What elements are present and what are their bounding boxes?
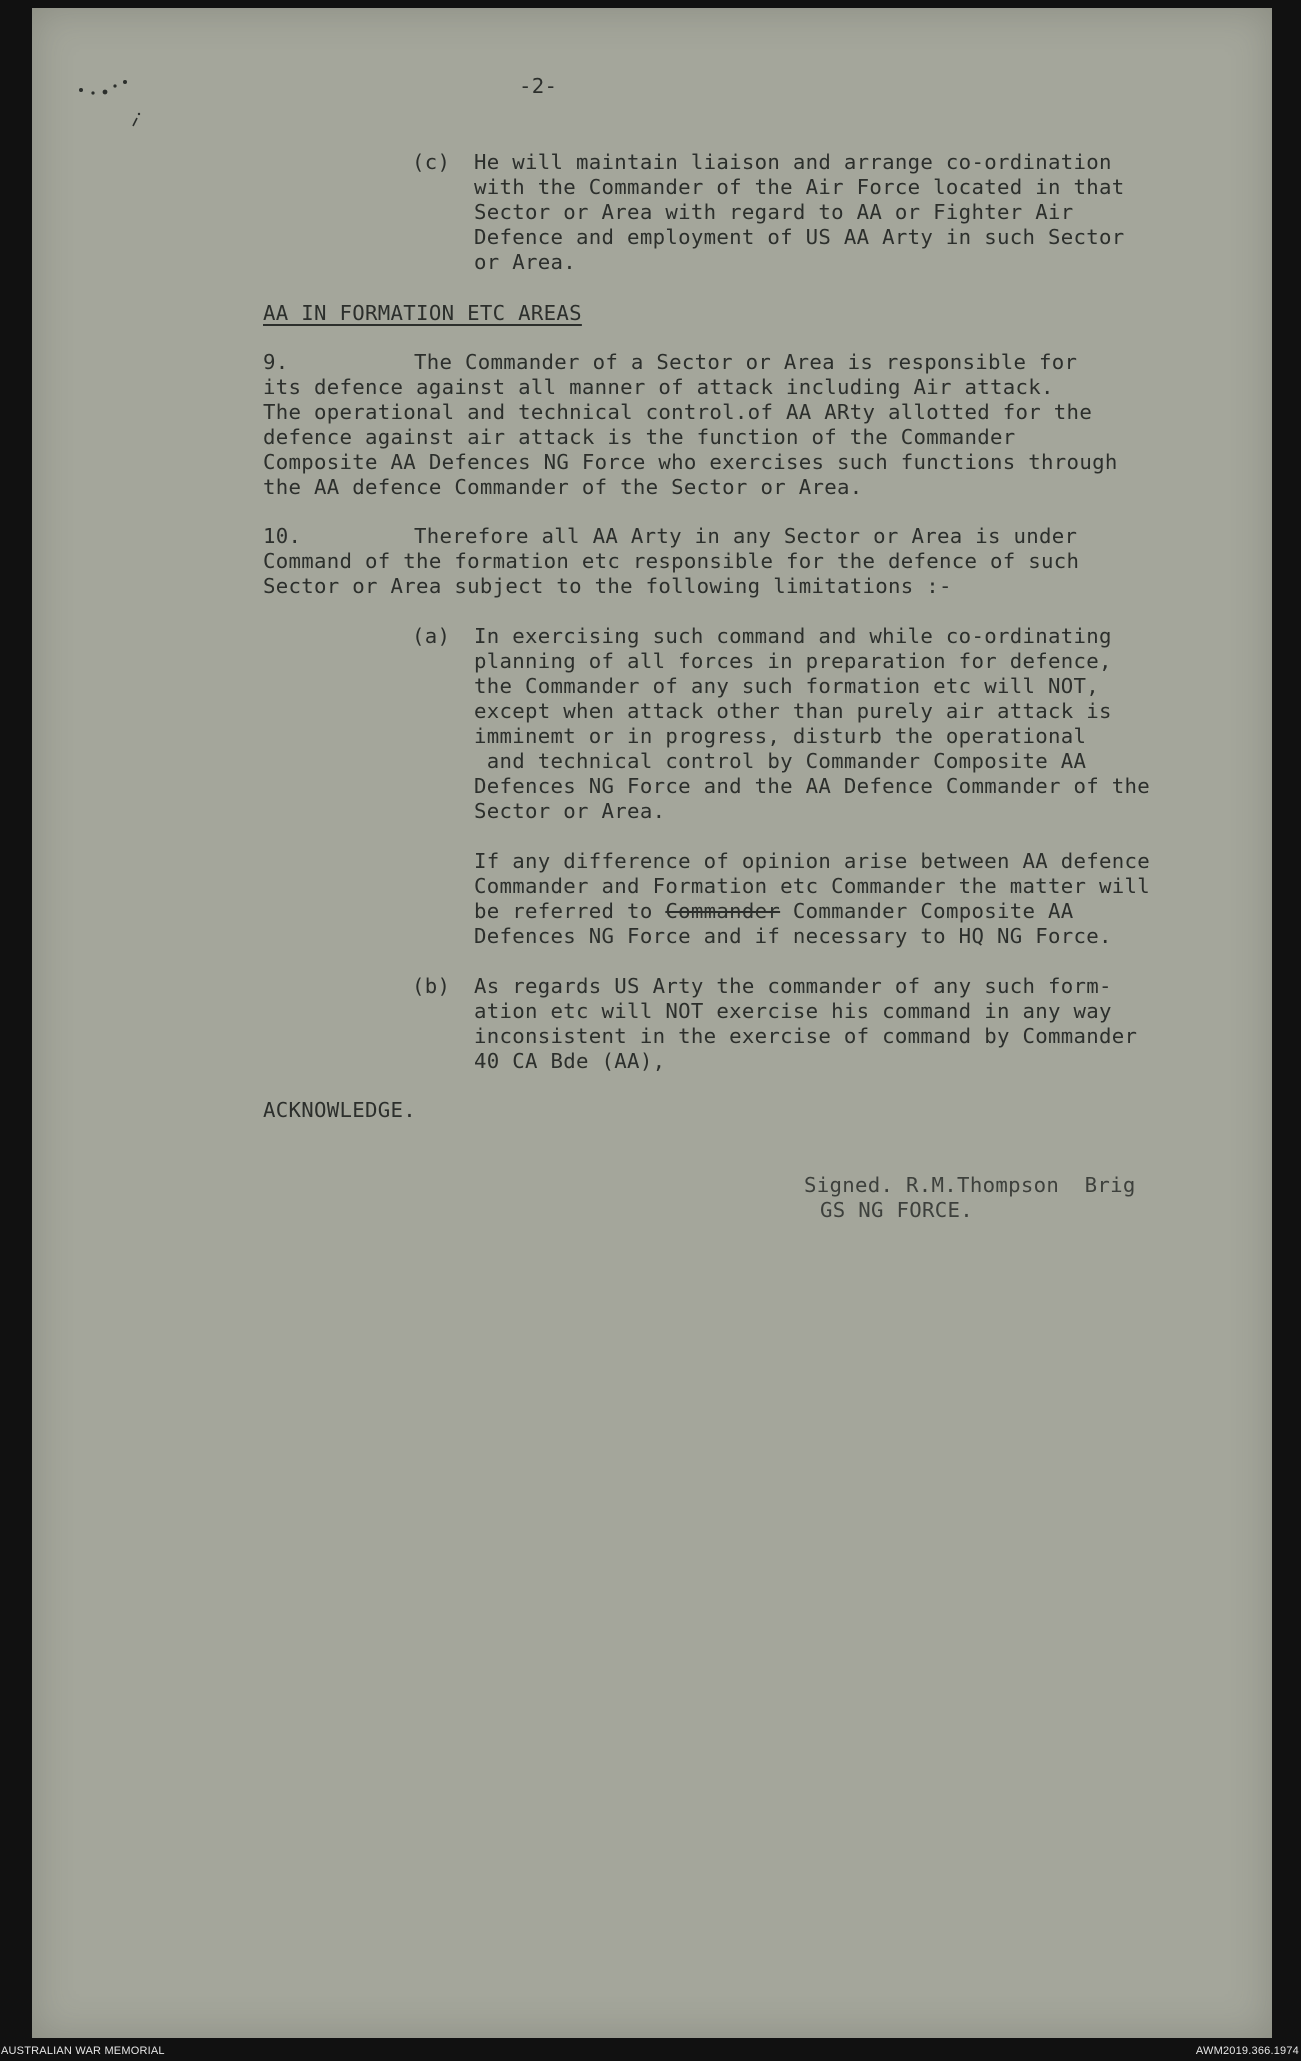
para-9-line: The operational and technical control.of AA ARty allotted for the (263, 400, 1093, 424)
para-a-line: the Commander of any such formation etc will NOT, (474, 674, 1099, 698)
signature-line: GS NG FORCE. (820, 1198, 974, 1222)
para-b-line: ation etc will NOT exercise his command in any way (474, 999, 1112, 1023)
para-c-label: (c) (412, 150, 451, 174)
para-a-cont-line: Commander and Formation etc Commander the matter will (474, 874, 1151, 898)
para-a-line: except when attack other than purely air attack is (474, 699, 1112, 723)
archive-footer-right: AWM2019.366.1974 (1195, 2045, 1299, 2057)
para-9-line: its defence against all manner of attack including Air attack. (263, 375, 1054, 399)
para-9-line: The Commander of a Sector or Area is responsible for (414, 350, 1078, 374)
para-a-line: Defences NG Force and the AA Defence Commander of the (474, 774, 1151, 798)
para-10-line: Command of the formation etc responsible for the defence of such (263, 549, 1080, 573)
acknowledge-line: ACKNOWLEDGE. (263, 1098, 417, 1122)
para-b-line: 40 CA Bde (AA), (474, 1049, 666, 1073)
para-a-line: planning of all forces in preparation for defence, (474, 649, 1112, 673)
para-b-line: As regards US Arty the commander of any such form- (474, 974, 1112, 998)
signature-line: Signed. R.M.Thompson Brig (804, 1173, 1136, 1197)
para-a-cont-line: Defences NG Force and if necessary to HQ NG Force. (474, 924, 1112, 948)
para-9-number: 9. (263, 350, 289, 374)
para-a-label: (a) (412, 624, 451, 648)
para-10-line: Therefore all AA Arty in any Sector or Area is under (414, 524, 1078, 548)
para-9-line: Composite AA Defences NG Force who exercises such functions through (263, 450, 1118, 474)
para-a-line: In exercising such command and while co-ordinating (474, 624, 1112, 648)
para-c-line: with the Commander of the Air Force located in that (474, 175, 1125, 199)
archive-footer-left: AUSTRALIAN WAR MEMORIAL (1, 2045, 165, 2057)
page-number: -2- (519, 74, 558, 98)
para-a-cont-line: If any difference of opinion arise between AA defence (474, 849, 1151, 873)
para-b-line: inconsistent in the exercise of command by Commander (474, 1024, 1138, 1048)
para-c-line: He will maintain liaison and arrange co-ordination (474, 150, 1112, 174)
para-a-cont-text: be referred to (474, 899, 666, 923)
section-heading: AA IN FORMATION ETC AREAS (263, 301, 582, 325)
para-10-number: 10. (263, 524, 302, 548)
para-a-line: imminemt or in progress, disturb the operational (474, 724, 1087, 748)
para-9-line: defence against air attack is the function of the Commander (263, 425, 1016, 449)
para-a-line: Sector or Area. (474, 799, 666, 823)
ink-specks-decoration (75, 68, 175, 168)
para-9-line: the AA defence Commander of the Sector or Area. (263, 475, 863, 499)
para-a-cont-text: Commander Composite AA (780, 899, 1074, 923)
para-b-label: (b) (412, 974, 451, 998)
para-c-line: Sector or Area with regard to AA or Fighter Air (474, 200, 1074, 224)
para-a-line: and technical control by Commander Composite AA (474, 749, 1087, 773)
para-c-line: or Area. (474, 250, 577, 274)
para-a-cont-line (474, 899, 1074, 924)
para-10-line: Sector or Area subject to the following limitations :- (263, 574, 952, 598)
para-c-line: Defence and employment of US AA Arty in such Sector (474, 225, 1125, 249)
struck-out-word: Commander (665, 899, 781, 923)
